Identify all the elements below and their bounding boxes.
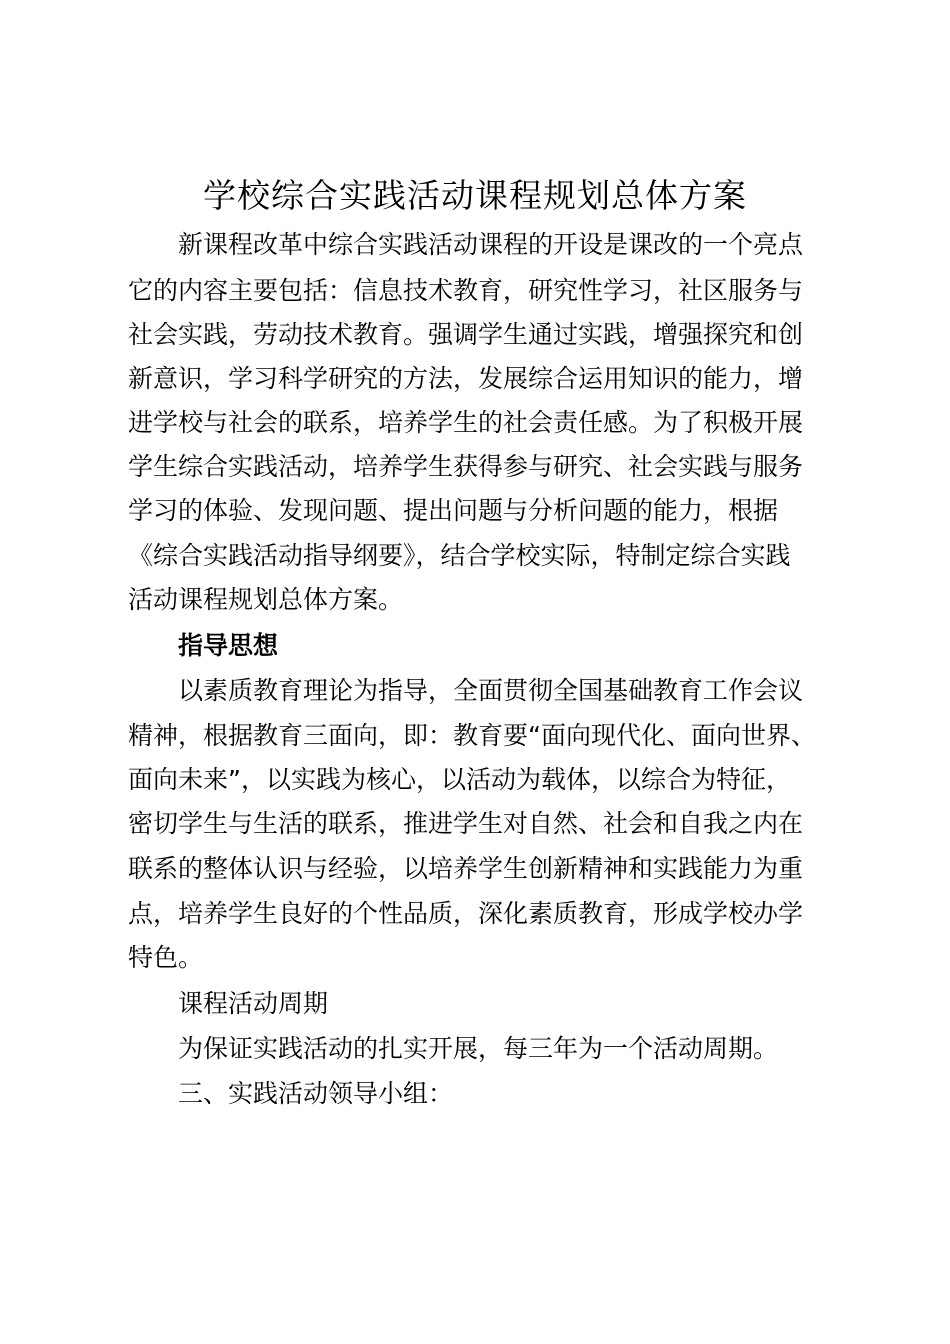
intro-line-5: 进学校与社会的联系，培养学生的社会责任感。为了积极开展 — [128, 408, 804, 437]
intro-line-3: 社会实践，劳动技术教育。强调学生通过实践，增强探究和创 — [128, 320, 804, 349]
guiding-line-6: 点，培养学生良好的个性品质，深化素质教育，形成学校办学 — [128, 899, 804, 928]
section-heading-guiding-ideology: 指导思想 — [178, 631, 279, 660]
intro-line-7: 学习的体验、发现问题、提出问题与分析问题的能力，根据 — [128, 496, 779, 525]
intro-line-6: 学生综合实践活动，培养学生获得参与研究、社会实践与服务 — [128, 452, 804, 481]
guiding-line-3: 面向未来”，以实践为核心，以活动为载体，以综合为特征， — [128, 765, 791, 794]
guiding-line-5: 联系的整体认识与经验，以培养学生创新精神和实践能力为重 — [128, 854, 804, 883]
section-heading-leadership-group: 三、实践活动领导小组： — [178, 1079, 454, 1108]
guiding-line-2: 精神，根据教育三面向，即：教育要“面向现代化、面向世界、 — [128, 721, 816, 750]
intro-line-9: 活动课程规划总体方案。 — [128, 585, 404, 614]
guiding-line-4: 密切学生与生活的联系，推进学生对自然、社会和自我之内在 — [128, 809, 804, 838]
intro-line-1: 新课程改革中综合实践活动课程的开设是课改的一个亮点 — [178, 230, 804, 259]
intro-line-4: 新意识，学习科学研究的方法，发展综合运用知识的能力，增 — [128, 364, 804, 393]
guiding-line-1: 以素质教育理论为指导，全面贯彻全国基础教育工作会议 — [178, 676, 804, 705]
guiding-line-7: 特色。 — [128, 943, 204, 972]
section-heading-activity-cycle: 课程活动周期 — [178, 989, 329, 1018]
intro-line-8: 《综合实践活动指导纲要》，结合学校实际，特制定综合实践 — [128, 541, 791, 570]
intro-line-2: 它的内容主要包括：信息技术教育，研究性学习，社区服务与 — [128, 276, 804, 305]
document-title: 学校综合实践活动课程规划总体方案 — [203, 176, 747, 215]
activity-cycle-text: 为保证实践活动的扎实开展，每三年为一个活动周期。 — [178, 1034, 779, 1063]
